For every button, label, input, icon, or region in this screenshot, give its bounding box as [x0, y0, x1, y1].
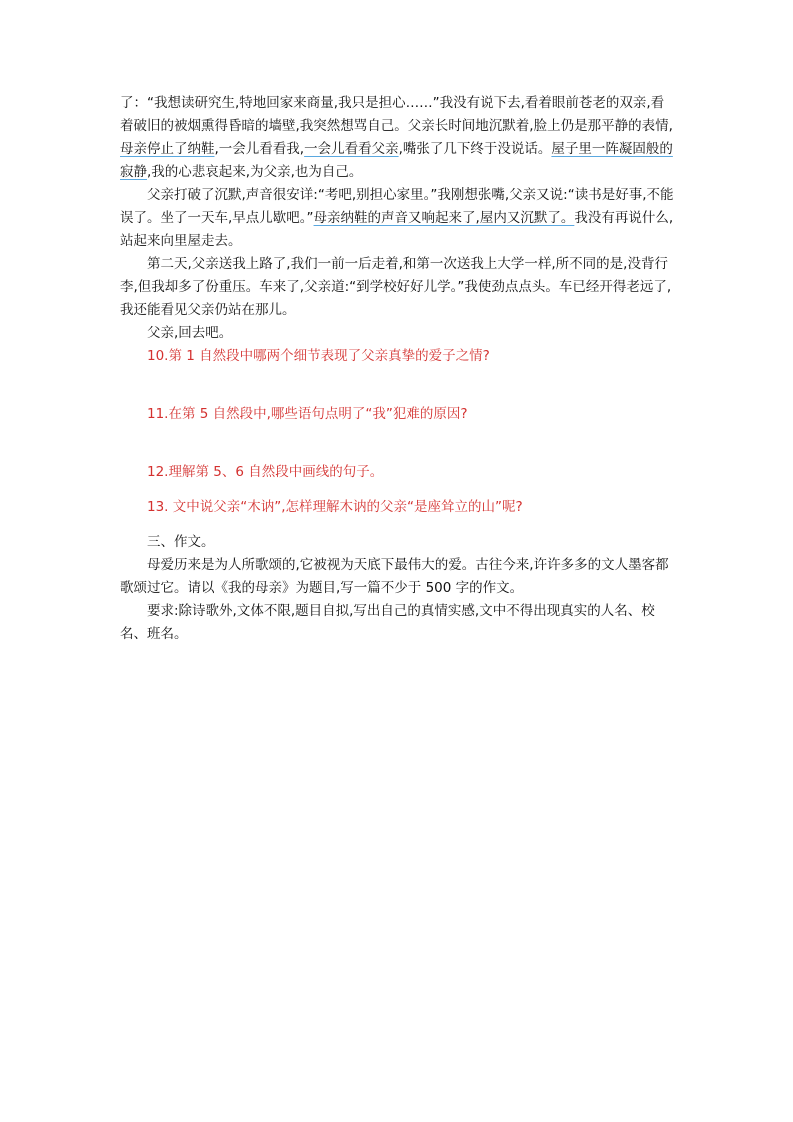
passage-paragraph-4: 父亲,回去吧。 [147, 325, 233, 341]
passage-paragraph-1 [120, 92, 675, 184]
question-13: 13. 文中说父亲“木讷”,怎样理解木讷的父亲“是座耸立的山”呢? [147, 499, 523, 515]
passage-paragraph-3: 第二天,父亲送我上路了,我们一前一后走着,和第一次送我上大学一样,所不同的是,没背行李,但我却多了份重压。车来了,父亲道:“到学校好好儿学。”我使劲点点头。车已经开得老远了,我还能看见父亲仍站在那儿。 [120, 256, 672, 318]
passage-text: ,一会儿看看我, [214, 141, 305, 157]
passage-paragraph-2 [120, 184, 675, 253]
composition-intro: 母爱历来是为人所歌颂的,它被视为天底下最伟大的爱。古往今来,许许多多的文人墨客都歌颂过它。请以《我的母亲》为题目,写一篇不少于 500 字的作文。 [120, 557, 669, 596]
composition-requirement: 要求:除诗歌外,文体不限,题目自拟,写出自己的真情实感,文中不得出现真实的人名、校名、班名。 [120, 603, 655, 642]
passage-text: 我没有再说什么,站起来向里屋走去。 [120, 210, 674, 249]
underlined-sentence: 母亲纳鞋的声音又响起来了,屋内又沉默了。 [313, 210, 575, 226]
passage-text: 父亲打破了沉默,声音很安详:“考吧,别担心家里。”我刚想张嘴,父亲又说:“读书是好事,不能误了。坐了一天车,早点儿歇吧。” [120, 187, 674, 226]
underlined-sentence: 一会儿看看父亲 [304, 141, 399, 157]
underlined-sentence: 屋子里一阵凝固般的寂静 [120, 141, 673, 180]
passage-text: ,嘴张了几下终于没说话。 [398, 141, 552, 157]
question-10: 10.第 1 自然段中哪两个细节表现了父亲真挚的爱子之情? [147, 348, 490, 364]
composition-heading: 三、作文。 [147, 534, 215, 550]
passage-text: 了：“我想读研究生,特地回家来商量,我只是担心……”我没有说下去,看着眼前苍老的双亲,看着破旧的被烟熏得昏暗的墙壁,我突然想骂自己。父亲长时间地沉默着,脸上仍是那平静的表情, [120, 95, 673, 134]
question-12: 12.理解第 5、6 自然段中画线的句子。 [147, 464, 384, 480]
question-11: 11.在第 5 自然段中,哪些语句点明了“我”犯难的原因? [147, 406, 468, 422]
underlined-sentence: 母亲停止了纳鞋 [120, 141, 215, 157]
passage-text: ,我的心悲哀起来,为父亲,也为自己。 [147, 164, 363, 180]
